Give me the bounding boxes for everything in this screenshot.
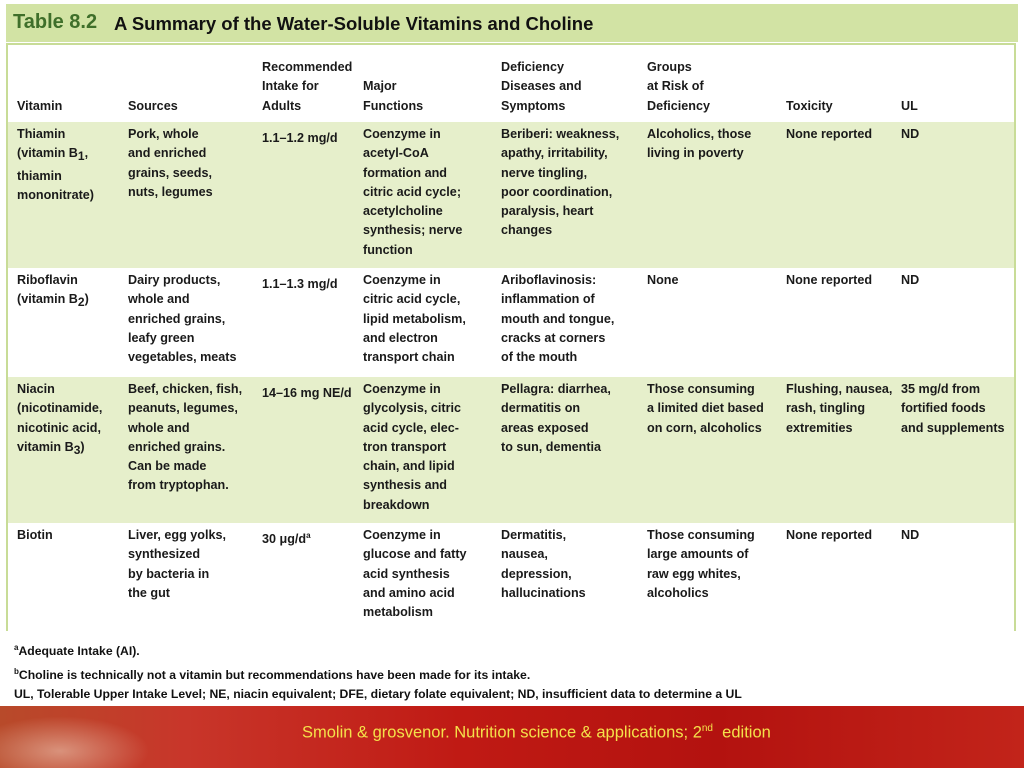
header-toxicity: Toxicity — [786, 98, 833, 113]
cell-toxicity: Flushing, nausea, rash, tingling extremities — [786, 382, 893, 435]
cell-toxicity: None reported — [786, 127, 873, 141]
cell-sources: Pork, whole and enriched grains, seeds, nuts, legumes — [128, 127, 213, 199]
cell-ul: 35 mg/d from fortified foods and supplements — [901, 382, 1005, 435]
cell-functions: Coenzyme in glucose and fatty acid synthesis and amino acid metabolism — [363, 528, 467, 620]
footnote-b: $^b$Choline is technically not a vitamin but recommendations have been made for its intake. — [14, 666, 531, 682]
cell-deficiency: Pellagra: diarrhea, dermatitis on areas exposed to sun, dementia — [501, 382, 611, 454]
header-deficiency: Deficiency Diseases and Symptoms — [501, 60, 582, 113]
cell-toxicity: None reported — [786, 273, 873, 287]
slide-credit: Smolin & grosvenor. Nutrition science & applications; 2nd edition — [302, 723, 771, 742]
header-intake: Recommended Intake for Adults — [262, 60, 353, 113]
vitamin-summary-table — [6, 43, 1016, 631]
table-footnotes — [14, 638, 1004, 705]
header-functions: Major Functions — [363, 79, 424, 113]
cell-toxicity: None reported — [786, 528, 873, 542]
table-title-band — [6, 4, 1018, 42]
cell-deficiency: Dermatitis, nausea, depression, hallucinations — [501, 528, 586, 600]
cell-deficiency: Beriberi: weakness, apathy, irritability, nerve tingling, poor coordination, paralysis, heart changes — [501, 127, 620, 238]
cell-vitamin: Biotin — [17, 528, 53, 542]
cell-functions: Coenzyme in acetyl-CoA formation and citric acid cycle; acetylcholine synthesis; nerve function — [363, 127, 463, 257]
cell-groups: Those consuming a limited diet based on corn, alcoholics — [647, 382, 764, 435]
cell-sources: Liver, egg yolks, synthesized by bacteria in the gut — [128, 528, 226, 600]
cell-vitamin: Thiamin (vitamin $B_1$, thiamin mononitrate) — [17, 127, 94, 202]
cell-sources: Beef, chicken, fish, peanuts, legumes, whole and enriched grains. Can be made from tryptophan. — [128, 382, 243, 493]
cell-sources: Dairy products, whole and enriched grains, leafy green vegetables, meats — [128, 273, 237, 365]
cell-vitamin: Riboflavin (vitamin $B_2$) — [17, 273, 89, 310]
decorative-blob — [0, 716, 150, 768]
cell-functions: Coenzyme in citric acid cycle, lipid metabolism, and electron transport chain — [363, 273, 466, 365]
cell-vitamin: Niacin (nicotinamide, nicotinic acid, vitamin $B_3$) — [17, 382, 103, 457]
table-row-thiamin — [8, 122, 1014, 268]
header-ul: UL — [901, 98, 918, 113]
header-vitamin: Vitamin — [17, 98, 63, 113]
footnote-a: $^a$Adequate Intake (AI). — [14, 643, 140, 659]
cell-intake: 1.1–1.3 mg/d — [262, 277, 338, 292]
cell-intake: 14–16 mg NE/d — [262, 386, 352, 401]
table-row-niacin — [8, 377, 1014, 523]
cell-intake: 1.1–1.2 mg/d — [262, 131, 338, 146]
cell-deficiency: Ariboflavinosis: inflammation of mouth and tongue, cracks at corners of the mouth — [501, 273, 615, 365]
slide-footer-band — [0, 706, 1024, 768]
table-header-row — [8, 45, 1014, 122]
table-row-riboflavin — [8, 268, 1014, 377]
cell-functions: Coenzyme in glycolysis, citric acid cycle, elec- tron transport chain, and lipid synthesis and breakdown — [363, 382, 462, 512]
cell-groups: Alcoholics, those living in poverty — [647, 127, 752, 161]
cell-intake: 30 $\mu g/d^a$ — [262, 531, 311, 547]
cell-groups: None — [647, 273, 679, 287]
cell-ul: ND — [901, 528, 920, 542]
footnote-abbreviations: UL, Tolerable Upper Intake Level; NE, niacin equivalent; DFE, dietary folate equivalent; ND, insufficient data to determine a UL — [14, 687, 742, 702]
table-number: Table 8.2 — [13, 11, 98, 33]
cell-groups: Those consuming large amounts of raw egg whites, alcoholics — [647, 528, 755, 600]
header-groups: Groups at Risk of Deficiency — [647, 60, 710, 113]
cell-ul: ND — [901, 127, 920, 141]
table-row-biotin — [8, 523, 1014, 631]
table-title: A Summary of the Water-Soluble Vitamins and Choline — [114, 13, 594, 34]
cell-ul: ND — [901, 273, 920, 287]
header-sources: Sources — [128, 98, 178, 113]
